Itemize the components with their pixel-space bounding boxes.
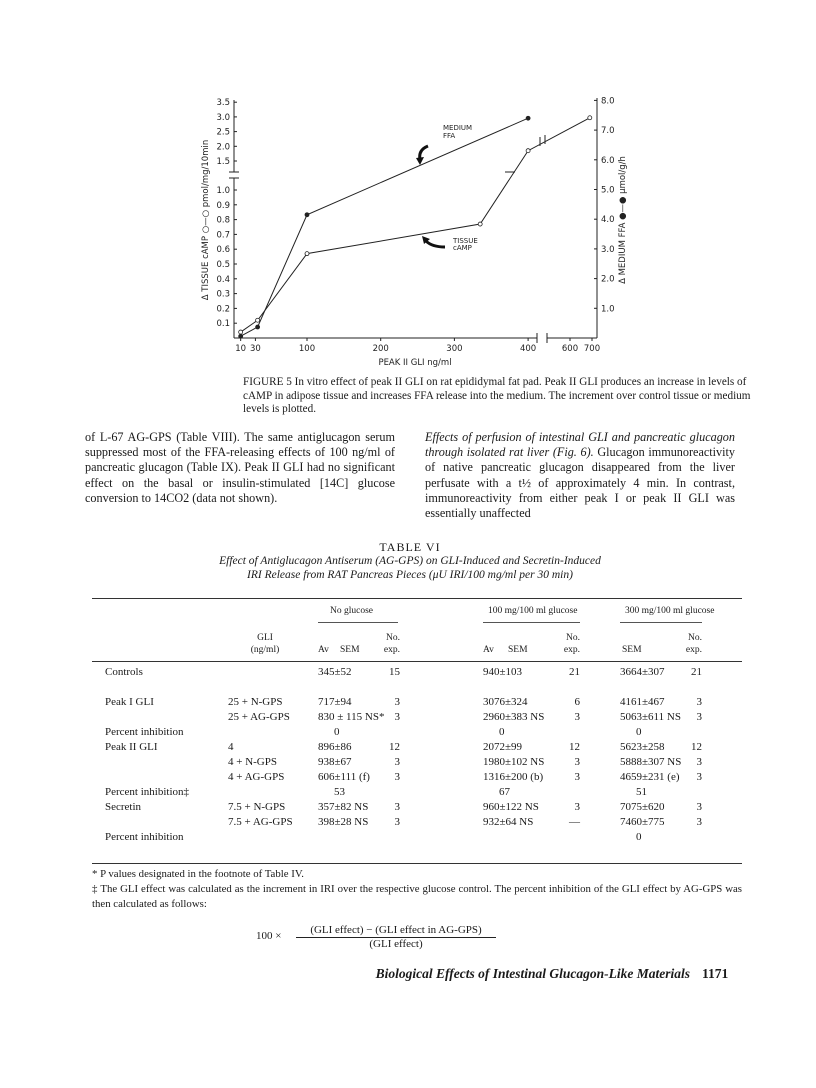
table-row: [105, 771, 702, 786]
table-cell: [318, 681, 386, 696]
table-cell: [690, 681, 702, 696]
table-cell: [580, 681, 690, 696]
x-tick-label: 200: [372, 344, 389, 354]
y-left-axis-label: Δ TISSUE cAMP ○—○ pmol/mg/10min: [201, 139, 211, 301]
table-bottom-rule: [92, 863, 742, 864]
table-row: [105, 711, 702, 726]
table-cell: Percent inhibition: [105, 726, 184, 738]
table-cell: 3: [394, 711, 400, 723]
table-cell: 896±86: [318, 741, 352, 753]
table-cell: 15: [389, 666, 400, 678]
table-cell: [690, 831, 702, 846]
data-point: [239, 334, 243, 338]
y-right-tick-label: 3.0: [601, 244, 615, 255]
table-cell: 2072±99: [483, 741, 523, 753]
y-left-tick-label: 0.7: [216, 230, 230, 241]
y-left-tick-label: 0.3: [216, 289, 230, 300]
body-paragraph: Glucagon immunoreactivity of native pancreatic glucagon disappeared from the liver perfusate with a t½ of approximately 4 min. In contrast, immunoreactivity from either peak I or peak II GLI was essentially unaffected: [425, 445, 735, 521]
y-right-tick-label: 1.0: [601, 304, 615, 315]
y-right-tick-label: 5.0: [601, 185, 615, 196]
table-cell: 3: [394, 816, 400, 828]
table-row: [105, 741, 702, 756]
y-left-tick-label: 0.8: [216, 215, 230, 226]
page-number: 1171: [702, 966, 729, 981]
table-cell: 4659±231 (e): [620, 771, 680, 783]
table-cell: [386, 831, 400, 846]
table-cell: 25 + N-GPS: [228, 696, 283, 708]
group-rule: [483, 622, 580, 623]
table-row: [105, 756, 702, 771]
y-right-tick-label: 4.0: [601, 215, 615, 226]
y-left-tick-label: 3.0: [216, 112, 230, 123]
table-cell: 3: [696, 756, 702, 768]
table-cell: 7.5 + N-GPS: [228, 801, 286, 813]
y-left-tick-label: 1.0: [216, 186, 230, 196]
y-left-tick-label: 2.5: [216, 127, 230, 138]
table-row: [105, 801, 702, 816]
table-cell: [105, 756, 228, 771]
table-cell: 25 + AG-GPS: [228, 711, 290, 723]
x-tick-label: 300: [446, 344, 463, 354]
table-cell: Secretin: [105, 801, 142, 813]
table-cell: [568, 726, 580, 741]
table-cell: 0: [636, 726, 642, 738]
x-tick-label: 700: [583, 344, 601, 354]
table-cell: 398±28 NS: [318, 816, 369, 828]
table-cell: 830 ± 115 NS*: [318, 711, 385, 723]
group-header-2: 100 mg/100 ml glucose: [488, 606, 578, 616]
table-cell: 3: [394, 756, 400, 768]
data-point: [478, 222, 482, 226]
table-cell: 5063±611 NS: [620, 711, 681, 723]
table-cell: 3076±324: [483, 696, 528, 708]
formula-numerator: (GLI effect) − (GLI effect in AG-GPS): [296, 924, 496, 938]
x-tick-label: 400: [519, 344, 537, 354]
table-cell: Peak I GLI: [105, 696, 154, 708]
table-cell: 3: [696, 771, 702, 783]
y-right-axis-label: Δ MEDIUM FFA ●—● μmol/g/h: [618, 156, 628, 284]
table-row: [105, 681, 702, 696]
table-cell: 938±67: [318, 756, 352, 768]
table-cell: 12: [389, 741, 400, 753]
y-left-tick-label: 0.9: [216, 200, 230, 211]
column-header-sem: SEM: [622, 645, 642, 655]
table-title-2: IRI Release from RAT Pancreas Pieces (μU IRI/100 mg/ml per 30 min): [247, 569, 573, 581]
table-cell: [105, 681, 228, 696]
table-cell: 4: [228, 741, 234, 753]
y-left-tick-label: 0.2: [216, 304, 230, 315]
data-point: [239, 330, 243, 334]
data-point: [256, 325, 260, 329]
table-cell: 7075±620: [620, 801, 665, 813]
y-right-tick-label: 8.0: [601, 96, 615, 107]
running-title: Biological Effects of Intestinal Glucagon-Like Materials: [375, 966, 690, 981]
table-cell: 2960±383 NS: [483, 711, 545, 723]
annotation-tissue-camp: TISSUE: [453, 237, 478, 245]
table-title-1: Effect of Antiglucagon Antiserum (AG-GPS) on GLI-Induced and Secretin-Induced: [219, 555, 601, 567]
table-top-rule: [92, 598, 742, 599]
table-number: TABLE VI: [379, 540, 441, 554]
table-cell: 6: [574, 696, 580, 708]
table-cell: 7.5 + AG-GPS: [228, 816, 293, 828]
table-cell: 5623±258: [620, 741, 665, 753]
table-cell: 51: [636, 786, 647, 798]
figure-5-chart: [180, 85, 660, 375]
table-cell: [568, 831, 580, 846]
table-row: [105, 696, 702, 711]
body-text-left: of L-67 AG-GPS (Table VIII). The same antiglucagon serum suppressed most of the FFA-releasing effects of 100 ng/ml of pancreatic glucagon (Table IX). Peak II GLI had no significant effect on the basal or insulin-stimulated [14C] glucose conversion to 14CO2 (data not shown).: [85, 430, 395, 505]
table-cell: [228, 726, 318, 741]
group-rule: [620, 622, 702, 623]
table-cell: [568, 786, 580, 801]
column-header-no-exp: No. exp.: [563, 633, 580, 655]
table-cell: 1316±200 (b): [483, 771, 544, 783]
table-cell: 0: [636, 831, 642, 843]
data-point: [305, 213, 309, 217]
table-cell: 3: [696, 801, 702, 813]
table-cell: [105, 711, 228, 726]
column-header-no-exp: No. exp.: [383, 633, 400, 655]
annotation-medium-ffa: MEDIUM: [443, 124, 473, 132]
table-cell: 4 + N-GPS: [228, 756, 277, 768]
table-cell: [690, 726, 702, 741]
table-cell: [228, 666, 318, 681]
table-cell: 3: [696, 696, 702, 708]
table-cell: 3: [696, 816, 702, 828]
gli-header-label: GLI: [257, 633, 273, 643]
table-cell: 3: [574, 771, 580, 783]
table-cell: Percent inhibition: [105, 831, 184, 843]
table-cell: 53: [334, 786, 345, 798]
annotation-tissue-camp: cAMP: [453, 244, 472, 252]
table-cell: [318, 831, 386, 846]
gli-header-unit: (ng/ml): [250, 645, 280, 655]
table-row: [105, 786, 702, 801]
table-cell: 4 + AG-GPS: [228, 771, 285, 783]
x-tick-label: 30: [249, 344, 261, 354]
x-tick-label: 10: [235, 344, 247, 354]
table-cell: 1980±102 NS: [483, 756, 545, 768]
table-cell: 3: [574, 711, 580, 723]
table-cell: 0: [499, 726, 505, 738]
formula-denominator: (GLI effect): [369, 938, 423, 950]
column-header-sem: SEM: [340, 645, 360, 655]
table-cell: 3: [394, 771, 400, 783]
table-cell: [400, 681, 568, 696]
table-cell: 960±122 NS: [483, 801, 539, 813]
data-point: [526, 116, 530, 120]
header-rule: [92, 661, 742, 662]
table-cell: Peak II GLI: [105, 741, 158, 753]
table-cell: 606±111 (f): [318, 771, 370, 783]
y-right-tick-label: 7.0: [601, 126, 615, 137]
group-rule: [318, 622, 398, 623]
formula-prefix: 100 ×: [256, 930, 282, 942]
table-cell: [228, 681, 318, 696]
table-cell: [386, 681, 400, 696]
data-point: [305, 252, 309, 256]
table-row: [105, 666, 702, 681]
table-cell: [386, 726, 400, 741]
table-cell: 3: [394, 801, 400, 813]
table-cell: 940±103: [483, 666, 523, 678]
y-left-tick-label: 0.5: [216, 260, 230, 270]
table-cell: [105, 816, 228, 831]
table-cell: Controls: [105, 666, 143, 678]
data-table: [105, 666, 702, 846]
table-cell: [386, 786, 400, 801]
table-cell: 12: [691, 741, 702, 753]
table-cell: 3664±307: [620, 666, 665, 678]
column-header-av: Av: [483, 645, 494, 655]
table-row: [105, 816, 702, 831]
table-cell: 3: [394, 696, 400, 708]
x-tick-label: 600: [561, 344, 579, 354]
section-heading: Effects of perfusion of intestinal GLI and pancreatic glucagon through isolated rat liver (Fig. 6).: [425, 430, 735, 460]
table-row: [105, 831, 702, 846]
gli-header: [245, 632, 285, 656]
table-cell: [400, 831, 568, 846]
table-cell: 21: [569, 666, 580, 678]
group-header-3: 300 mg/100 ml glucose: [625, 606, 715, 616]
annotation-medium-ffa: FFA: [443, 132, 456, 140]
table-cell: [228, 831, 318, 846]
table-cell: 5888±307 NS: [620, 756, 682, 768]
table-cell: Percent inhibition‡: [105, 786, 190, 798]
table-cell: [568, 681, 580, 696]
data-point: [256, 318, 260, 322]
table-cell: 4161±467: [620, 696, 665, 708]
table-cell: 3: [574, 801, 580, 813]
footnote-1: * P values designated in the footnote of Table IV.: [92, 868, 304, 880]
data-point: [588, 116, 592, 120]
table-cell: 932±64 NS: [483, 816, 534, 828]
table-cell: —: [569, 816, 580, 828]
column-header-sem: SEM: [508, 645, 528, 655]
series-line-tissue-camp: [241, 118, 590, 332]
table-cell: [228, 786, 318, 801]
y-right-tick-label: 2.0: [601, 274, 615, 285]
group-header-1: No glucose: [330, 606, 374, 616]
y-left-tick-label: 3.5: [216, 98, 230, 109]
table-row: [105, 726, 702, 741]
column-header-no-exp: No. exp.: [685, 633, 702, 655]
column-header-av: Av: [318, 645, 329, 655]
data-point: [526, 149, 530, 153]
series-line-medium-ffa: [241, 118, 528, 336]
y-left-tick-label: 1.5: [216, 157, 230, 167]
y-right-tick-label: 6.0: [601, 155, 615, 166]
table-cell: 717±94: [318, 696, 352, 708]
table-cell: 7460±775: [620, 816, 665, 828]
table-cell: 67: [499, 786, 510, 798]
table-cell: 21: [691, 666, 702, 678]
y-left-tick-label: 0.4: [216, 274, 230, 285]
y-left-tick-label: 2.0: [216, 142, 230, 153]
table-cell: 357±82 NS: [318, 801, 369, 813]
table-cell: 0: [334, 726, 340, 738]
footnote-2: ‡ The GLI effect was calculated as the increment in IRI over the respective glucose control. The percent inhibition of the GLI effect by AG-GPS was then calculated as follows:: [92, 883, 742, 910]
x-tick-label: 100: [298, 344, 316, 354]
table-cell: [105, 771, 228, 786]
table-cell: 12: [569, 741, 580, 753]
arrow-icon: [426, 241, 445, 247]
figure-caption: FIGURE 5 In vitro effect of peak II GLI on rat epididymal fat pad. Peak II GLI produces an increase in levels of cAMP in adipose tissue and increases FFA release into the medium. The increment over control tissue or medium levels is plotted.: [243, 376, 751, 416]
x-axis-label: PEAK II GLI ng/ml: [378, 358, 452, 368]
table-cell: 3: [696, 711, 702, 723]
table-cell: [690, 786, 702, 801]
body-text-right: [425, 430, 735, 521]
table-cell: 3: [574, 756, 580, 768]
y-left-tick-label: 0.6: [216, 245, 230, 256]
table-cell: 345±52: [318, 666, 352, 678]
y-left-tick-label: 0.1: [216, 319, 230, 330]
